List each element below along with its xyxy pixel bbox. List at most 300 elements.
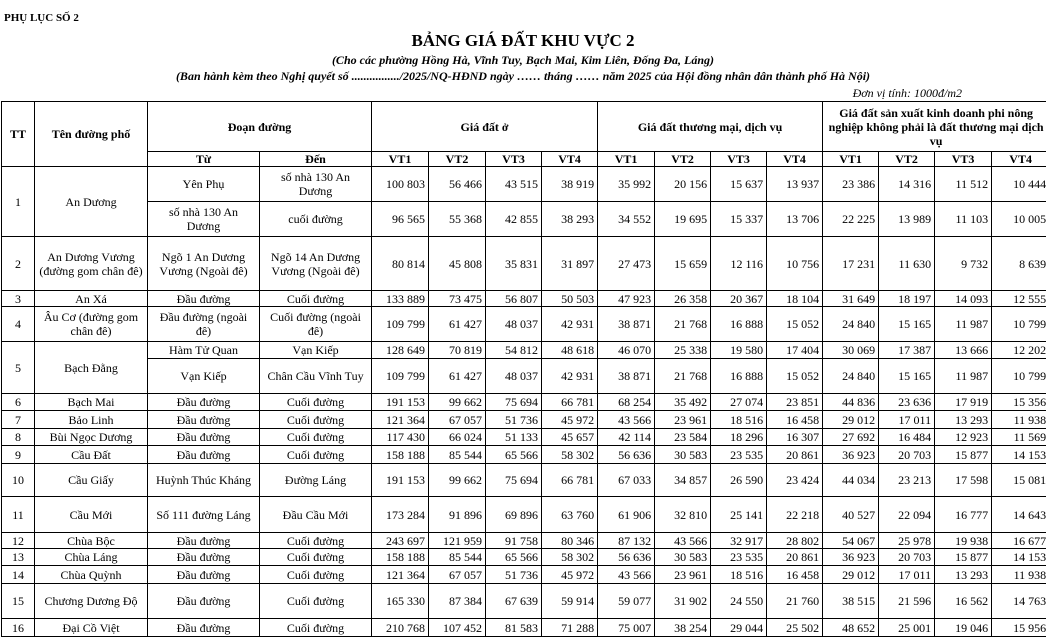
price-cell: 16 888 xyxy=(711,307,767,342)
price-cell: 15 165 xyxy=(879,359,935,394)
price-cell: 173 284 xyxy=(372,497,429,533)
segment-from: Huỳnh Thúc Kháng xyxy=(148,464,260,497)
segment-from: Vạn Kiếp xyxy=(148,359,260,394)
price-cell: 24 550 xyxy=(711,584,767,619)
price-cell: 14 153 xyxy=(992,549,1046,566)
price-cell: 59 077 xyxy=(598,584,655,619)
price-cell: 80 346 xyxy=(542,533,598,549)
price-cell: 45 808 xyxy=(429,237,486,291)
price-cell: 34 857 xyxy=(655,464,711,497)
header-street-name: Tên đường phố xyxy=(35,102,148,167)
price-cell: 48 037 xyxy=(486,359,542,394)
price-cell: 17 011 xyxy=(879,411,935,429)
price-cell: 61 427 xyxy=(429,359,486,394)
table-row xyxy=(2,202,1046,237)
price-cell: 67 033 xyxy=(598,464,655,497)
price-cell: 48 652 xyxy=(823,619,879,637)
price-cell: 19 695 xyxy=(655,202,711,237)
table-row xyxy=(2,291,1046,307)
table-row xyxy=(2,411,1046,429)
price-cell: 80 814 xyxy=(372,237,429,291)
price-cell: 16 458 xyxy=(767,566,823,584)
price-cell: 128 649 xyxy=(372,342,429,359)
price-cell: 23 584 xyxy=(655,429,711,446)
segment-from: Ngõ 1 An Dương Vương (Ngoài đê) xyxy=(148,237,260,291)
price-cell: 117 430 xyxy=(372,429,429,446)
price-cell: 13 989 xyxy=(879,202,935,237)
price-cell: 75 694 xyxy=(486,464,542,497)
price-cell: 50 503 xyxy=(542,291,598,307)
price-cell: 29 012 xyxy=(823,411,879,429)
price-cell: 15 637 xyxy=(711,167,767,202)
price-cell: 20 861 xyxy=(767,446,823,464)
price-cell: 35 492 xyxy=(655,394,711,411)
price-cell: 56 636 xyxy=(598,446,655,464)
price-cell: 15 052 xyxy=(767,307,823,342)
table-row xyxy=(2,307,1046,342)
price-cell: 38 293 xyxy=(542,202,598,237)
price-cell: 16 484 xyxy=(879,429,935,446)
price-cell: 27 692 xyxy=(823,429,879,446)
price-cell: 56 807 xyxy=(486,291,542,307)
price-cell: 17 387 xyxy=(879,342,935,359)
price-cell: 91 896 xyxy=(429,497,486,533)
price-cell: 55 368 xyxy=(429,202,486,237)
price-cell: 15 659 xyxy=(655,237,711,291)
price-cell: 25 338 xyxy=(655,342,711,359)
table-row xyxy=(2,584,1046,619)
segment-to: Cuối đường xyxy=(260,533,372,549)
segment-to: Cuối đường xyxy=(260,411,372,429)
table-row xyxy=(2,497,1046,533)
price-cell: 38 254 xyxy=(655,619,711,637)
price-cell: 56 636 xyxy=(598,549,655,566)
row-number: 10 xyxy=(2,464,35,497)
table-row xyxy=(2,237,1046,291)
price-cell: 210 768 xyxy=(372,619,429,637)
table-row xyxy=(2,342,1046,359)
price-cell: 15 081 xyxy=(992,464,1046,497)
price-cell: 36 923 xyxy=(823,446,879,464)
price-cell: 25 978 xyxy=(879,533,935,549)
price-cell: 14 643 xyxy=(992,497,1046,533)
price-cell: 191 153 xyxy=(372,464,429,497)
header-vt: VT4 xyxy=(767,152,823,167)
price-cell: 18 296 xyxy=(711,429,767,446)
price-cell: 18 197 xyxy=(879,291,935,307)
header-vt: VT2 xyxy=(429,152,486,167)
segment-to: Cuối đường xyxy=(260,549,372,566)
price-cell: 243 697 xyxy=(372,533,429,549)
street-name: Cầu Giấy xyxy=(35,464,148,497)
price-cell: 25 141 xyxy=(711,497,767,533)
segment-to: Cuối đường xyxy=(260,446,372,464)
table-row xyxy=(2,464,1046,497)
price-cell: 16 888 xyxy=(711,359,767,394)
price-cell: 44 034 xyxy=(823,464,879,497)
price-cell: 19 580 xyxy=(711,342,767,359)
header-vt: VT3 xyxy=(935,152,992,167)
segment-from: Đầu đường xyxy=(148,429,260,446)
price-cell: 14 763 xyxy=(992,584,1046,619)
segment-to: Ngõ 14 An Dương Vương (Ngoài đê) xyxy=(260,237,372,291)
street-name: Âu Cơ (đường gom chân đê) xyxy=(35,307,148,342)
price-cell: 46 070 xyxy=(598,342,655,359)
segment-to: Cuối đường (ngoài đê) xyxy=(260,307,372,342)
price-cell: 18 516 xyxy=(711,411,767,429)
price-cell: 158 188 xyxy=(372,549,429,566)
price-cell: 65 566 xyxy=(486,446,542,464)
header-vt: VT2 xyxy=(879,152,935,167)
header-vt: VT1 xyxy=(598,152,655,167)
price-cell: 14 093 xyxy=(935,291,992,307)
segment-to: Chân Cầu Vĩnh Tuy xyxy=(260,359,372,394)
price-cell: 17 919 xyxy=(935,394,992,411)
street-name: Chùa Bộc xyxy=(35,533,148,549)
price-cell: 26 590 xyxy=(711,464,767,497)
price-cell: 99 662 xyxy=(429,394,486,411)
header-nonagri-price: Giá đất sản xuất kinh doanh phi nông nghiệp không phải là đất thương mại dịch vụ xyxy=(823,102,1046,152)
price-cell: 36 923 xyxy=(823,549,879,566)
price-cell: 51 133 xyxy=(486,429,542,446)
price-cell: 23 386 xyxy=(823,167,879,202)
price-cell: 51 736 xyxy=(486,566,542,584)
price-cell: 13 293 xyxy=(935,411,992,429)
segment-from: Đầu đường xyxy=(148,446,260,464)
price-cell: 12 923 xyxy=(935,429,992,446)
price-cell: 17 011 xyxy=(879,566,935,584)
price-cell: 13 293 xyxy=(935,566,992,584)
price-cell: 109 799 xyxy=(372,359,429,394)
price-cell: 17 404 xyxy=(767,342,823,359)
price-cell: 9 732 xyxy=(935,237,992,291)
price-cell: 56 466 xyxy=(429,167,486,202)
price-cell: 45 657 xyxy=(542,429,598,446)
price-cell: 11 938 xyxy=(992,566,1046,584)
price-cell: 30 069 xyxy=(823,342,879,359)
row-number: 15 xyxy=(2,584,35,619)
street-name: An Dương Vương (đường gom chân đê) xyxy=(35,237,148,291)
header-vt: VT3 xyxy=(486,152,542,167)
street-name: Bảo Linh xyxy=(35,411,148,429)
price-cell: 66 781 xyxy=(542,394,598,411)
price-cell: 20 703 xyxy=(879,549,935,566)
price-cell: 16 458 xyxy=(767,411,823,429)
segment-from: số nhà 130 An Dương xyxy=(148,202,260,237)
price-cell: 63 760 xyxy=(542,497,598,533)
segment-to: Cuối đường xyxy=(260,566,372,584)
price-cell: 10 799 xyxy=(992,359,1046,394)
price-cell: 18 516 xyxy=(711,566,767,584)
land-price-table xyxy=(1,101,1046,637)
price-cell: 21 768 xyxy=(655,307,711,342)
header-vt: VT4 xyxy=(542,152,598,167)
row-number: 1 xyxy=(2,167,35,237)
price-cell: 18 104 xyxy=(767,291,823,307)
price-cell: 15 337 xyxy=(711,202,767,237)
price-cell: 38 871 xyxy=(598,307,655,342)
header-vt: VT2 xyxy=(655,152,711,167)
segment-from: Đầu đường xyxy=(148,411,260,429)
table-row xyxy=(2,359,1046,394)
price-cell: 40 527 xyxy=(823,497,879,533)
segment-from: Đầu đường xyxy=(148,584,260,619)
price-cell: 99 662 xyxy=(429,464,486,497)
price-cell: 15 877 xyxy=(935,446,992,464)
price-cell: 44 836 xyxy=(823,394,879,411)
price-cell: 35 992 xyxy=(598,167,655,202)
segment-to: Cuối đường xyxy=(260,619,372,637)
price-cell: 58 302 xyxy=(542,446,598,464)
price-cell: 23 636 xyxy=(879,394,935,411)
street-name: Bạch Đằng xyxy=(35,342,148,394)
segment-to: Đầu Cầu Mới xyxy=(260,497,372,533)
segment-from: Yên Phụ xyxy=(148,167,260,202)
price-cell: 16 777 xyxy=(935,497,992,533)
price-cell: 30 583 xyxy=(655,549,711,566)
price-cell: 23 535 xyxy=(711,446,767,464)
price-cell: 23 851 xyxy=(767,394,823,411)
table-row xyxy=(2,429,1046,446)
price-cell: 24 840 xyxy=(823,307,879,342)
price-cell: 13 937 xyxy=(767,167,823,202)
price-cell: 87 384 xyxy=(429,584,486,619)
price-cell: 23 961 xyxy=(655,411,711,429)
price-cell: 42 931 xyxy=(542,307,598,342)
segment-to: Cuối đường xyxy=(260,291,372,307)
segment-to: Cuối đường xyxy=(260,429,372,446)
price-cell: 71 288 xyxy=(542,619,598,637)
table-row xyxy=(2,566,1046,584)
header-segment: Đoạn đường xyxy=(148,102,372,152)
price-cell: 67 057 xyxy=(429,566,486,584)
row-number: 11 xyxy=(2,497,35,533)
row-number: 16 xyxy=(2,619,35,637)
subtitle-wards: (Cho các phường Hồng Hà, Vĩnh Tuy, Bạch Mai, Kim Liên, Đống Đa, Láng) xyxy=(331,53,715,67)
price-cell: 11 103 xyxy=(935,202,992,237)
price-cell: 15 356 xyxy=(992,394,1046,411)
header-to: Đến xyxy=(260,152,372,167)
price-cell: 73 475 xyxy=(429,291,486,307)
price-cell: 75 694 xyxy=(486,394,542,411)
table-row xyxy=(2,549,1046,566)
price-cell: 67 057 xyxy=(429,411,486,429)
segment-from: Đầu đường xyxy=(148,549,260,566)
price-cell: 20 703 xyxy=(879,446,935,464)
price-cell: 32 917 xyxy=(711,533,767,549)
table-row xyxy=(2,533,1046,549)
price-cell: 8 639 xyxy=(992,237,1046,291)
price-cell: 42 855 xyxy=(486,202,542,237)
price-cell: 22 225 xyxy=(823,202,879,237)
price-cell: 11 987 xyxy=(935,359,992,394)
price-cell: 11 938 xyxy=(992,411,1046,429)
price-cell: 100 803 xyxy=(372,167,429,202)
row-number: 5 xyxy=(2,342,35,394)
header-commercial-price: Giá đất thương mại, dịch vụ xyxy=(598,102,823,152)
price-cell: 51 736 xyxy=(486,411,542,429)
row-number: 9 xyxy=(2,446,35,464)
price-cell: 23 424 xyxy=(767,464,823,497)
price-cell: 16 307 xyxy=(767,429,823,446)
segment-to: Cuối đường xyxy=(260,584,372,619)
price-cell: 27 074 xyxy=(711,394,767,411)
street-name: Bùi Ngọc Dương xyxy=(35,429,148,446)
price-cell: 20 367 xyxy=(711,291,767,307)
price-cell: 165 330 xyxy=(372,584,429,619)
price-cell: 29 012 xyxy=(823,566,879,584)
price-cell: 61 427 xyxy=(429,307,486,342)
price-cell: 11 630 xyxy=(879,237,935,291)
header-tt: TT xyxy=(2,102,35,167)
price-cell: 27 473 xyxy=(598,237,655,291)
price-cell: 10 756 xyxy=(767,237,823,291)
price-cell: 21 760 xyxy=(767,584,823,619)
price-cell: 38 919 xyxy=(542,167,598,202)
row-number: 12 xyxy=(2,533,35,549)
price-cell: 29 044 xyxy=(711,619,767,637)
price-cell: 109 799 xyxy=(372,307,429,342)
segment-from: Số 111 đường Láng xyxy=(148,497,260,533)
segment-from: Đầu đường xyxy=(148,619,260,637)
header-vt: VT1 xyxy=(372,152,429,167)
price-cell: 15 052 xyxy=(767,359,823,394)
price-cell: 43 566 xyxy=(655,533,711,549)
street-name: Cầu Đất xyxy=(35,446,148,464)
appendix-label: PHỤ LỤC SỐ 2 xyxy=(4,12,79,24)
price-cell: 45 972 xyxy=(542,566,598,584)
subtitle-resolution: (Ban hành kèm theo Nghị quyết số ................/2025/NQ-HĐND ngày …… tháng …… năm 2025 của Hội đồng nhân dân thành phố Hà Nội) xyxy=(175,69,871,83)
segment-to: số nhà 130 An Dương xyxy=(260,167,372,202)
price-cell: 48 037 xyxy=(486,307,542,342)
street-name: An Dương xyxy=(35,167,148,237)
page-title: BẢNG GIÁ ĐẤT KHU VỰC 2 xyxy=(411,31,635,50)
price-cell: 11 512 xyxy=(935,167,992,202)
price-cell: 13 706 xyxy=(767,202,823,237)
price-cell: 16 677 xyxy=(992,533,1046,549)
price-cell: 38 515 xyxy=(823,584,879,619)
header-vt: VT1 xyxy=(823,152,879,167)
price-cell: 61 906 xyxy=(598,497,655,533)
segment-from: Đầu đường xyxy=(148,566,260,584)
price-cell: 21 768 xyxy=(655,359,711,394)
row-number: 4 xyxy=(2,307,35,342)
price-cell: 14 316 xyxy=(879,167,935,202)
price-cell: 81 583 xyxy=(486,619,542,637)
price-cell: 31 902 xyxy=(655,584,711,619)
price-cell: 59 914 xyxy=(542,584,598,619)
row-number: 3 xyxy=(2,291,35,307)
price-cell: 26 358 xyxy=(655,291,711,307)
price-cell: 70 819 xyxy=(429,342,486,359)
header-residential-price: Giá đất ở xyxy=(372,102,598,152)
price-cell: 43 515 xyxy=(486,167,542,202)
price-cell: 107 452 xyxy=(429,619,486,637)
row-number: 13 xyxy=(2,549,35,566)
price-cell: 38 871 xyxy=(598,359,655,394)
price-cell: 85 544 xyxy=(429,446,486,464)
price-cell: 30 583 xyxy=(655,446,711,464)
price-cell: 11 987 xyxy=(935,307,992,342)
price-cell: 133 889 xyxy=(372,291,429,307)
price-cell: 54 067 xyxy=(823,533,879,549)
price-cell: 28 802 xyxy=(767,533,823,549)
price-cell: 69 896 xyxy=(486,497,542,533)
price-cell: 16 562 xyxy=(935,584,992,619)
header-vt: VT3 xyxy=(711,152,767,167)
price-cell: 25 502 xyxy=(767,619,823,637)
price-cell: 47 923 xyxy=(598,291,655,307)
street-name: Cầu Mới xyxy=(35,497,148,533)
row-number: 7 xyxy=(2,411,35,429)
row-number: 6 xyxy=(2,394,35,411)
price-cell: 42 931 xyxy=(542,359,598,394)
unit-note: Đơn vị tính: 1000đ/m2 xyxy=(852,86,962,100)
price-cell: 12 202 xyxy=(992,342,1046,359)
price-cell: 87 132 xyxy=(598,533,655,549)
price-cell: 158 188 xyxy=(372,446,429,464)
price-cell: 31 897 xyxy=(542,237,598,291)
price-cell: 11 569 xyxy=(992,429,1046,446)
price-cell: 10 444 xyxy=(992,167,1046,202)
row-number: 2 xyxy=(2,237,35,291)
price-cell: 24 840 xyxy=(823,359,879,394)
street-name: Chương Dương Độ xyxy=(35,584,148,619)
price-cell: 15 877 xyxy=(935,549,992,566)
price-cell: 14 153 xyxy=(992,446,1046,464)
price-cell: 22 218 xyxy=(767,497,823,533)
price-cell: 17 598 xyxy=(935,464,992,497)
segment-to: Vạn Kiếp xyxy=(260,342,372,359)
price-cell: 121 959 xyxy=(429,533,486,549)
price-cell: 66 781 xyxy=(542,464,598,497)
price-cell: 17 231 xyxy=(823,237,879,291)
price-cell: 20 861 xyxy=(767,549,823,566)
price-cell: 85 544 xyxy=(429,549,486,566)
header-from: Từ xyxy=(148,152,260,167)
price-cell: 91 758 xyxy=(486,533,542,549)
segment-from: Hàm Tử Quan xyxy=(148,342,260,359)
segment-from: Đầu đường xyxy=(148,394,260,411)
segment-from: Đầu đường xyxy=(148,291,260,307)
price-cell: 68 254 xyxy=(598,394,655,411)
price-cell: 43 566 xyxy=(598,411,655,429)
price-cell: 19 938 xyxy=(935,533,992,549)
price-cell: 66 024 xyxy=(429,429,486,446)
street-name: Bạch Mai xyxy=(35,394,148,411)
price-cell: 21 596 xyxy=(879,584,935,619)
street-name: Chùa Quỳnh xyxy=(35,566,148,584)
price-cell: 43 566 xyxy=(598,566,655,584)
table-row xyxy=(2,394,1046,411)
segment-from: Đầu đường xyxy=(148,533,260,549)
price-cell: 12 555 xyxy=(992,291,1046,307)
price-cell: 191 153 xyxy=(372,394,429,411)
price-cell: 10 799 xyxy=(992,307,1046,342)
price-cell: 34 552 xyxy=(598,202,655,237)
table-row xyxy=(2,619,1046,637)
row-number: 8 xyxy=(2,429,35,446)
street-name: An Xá xyxy=(35,291,148,307)
price-cell: 67 639 xyxy=(486,584,542,619)
price-cell: 32 810 xyxy=(655,497,711,533)
price-cell: 22 094 xyxy=(879,497,935,533)
header-vt: VT4 xyxy=(992,152,1046,167)
price-cell: 15 165 xyxy=(879,307,935,342)
price-cell: 48 618 xyxy=(542,342,598,359)
price-cell: 13 666 xyxy=(935,342,992,359)
price-cell: 54 812 xyxy=(486,342,542,359)
